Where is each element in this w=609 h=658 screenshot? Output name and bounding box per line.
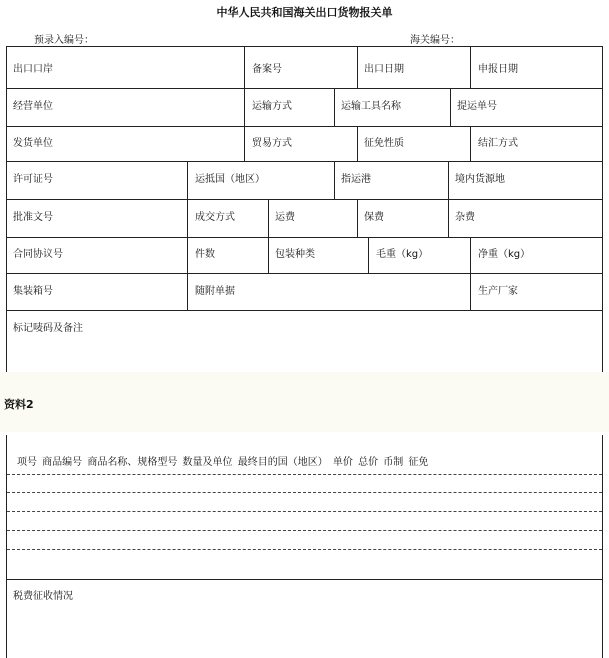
misc-fee-label: 杂费 <box>455 212 475 223</box>
tax-status-label: 税费征收情况 <box>13 591 73 602</box>
form-title: 中华人民共和国海关出口货物报关单 <box>216 6 393 19</box>
contract-number-label: 合同协议号 <box>13 249 63 260</box>
section-gap <box>0 372 609 432</box>
business-unit-label: 经营单位 <box>13 101 53 112</box>
item-row-divider <box>7 511 602 512</box>
marks-remarks-label: 标记唛码及备注 <box>13 323 83 334</box>
consignor-label: 发货单位 <box>13 138 53 149</box>
gross-weight-label: 毛重（kg） <box>376 249 429 260</box>
customs-number-label: 海关编号： <box>410 35 460 46</box>
destination-country-label: 运抵国（地区） <box>195 174 265 185</box>
insurance-label: 保费 <box>364 212 384 223</box>
export-date-label: 出口日期 <box>364 64 404 75</box>
record-number-label: 备案号 <box>252 64 282 75</box>
approval-number-label: 批准文号 <box>13 212 53 223</box>
declare-date-label: 申报日期 <box>478 64 518 75</box>
bill-number-label: 提运单号 <box>457 101 497 112</box>
vehicle-name-label: 运输工具名称 <box>341 101 401 112</box>
tax-nature-label: 征免性质 <box>364 138 404 149</box>
item-row-divider <box>7 530 602 531</box>
freight-label: 运费 <box>275 212 295 223</box>
transaction-mode-label: 成交方式 <box>195 212 235 223</box>
pieces-label: 件数 <box>195 249 215 260</box>
section-2-label: 资料2 <box>4 398 34 411</box>
license-number-label: 许可证号 <box>13 174 53 185</box>
attached-documents-label: 随附单据 <box>195 286 235 297</box>
container-number-label: 集装箱号 <box>13 286 53 297</box>
port-of-destination-label: 指运港 <box>341 174 371 185</box>
item-row-divider <box>7 492 602 493</box>
settlement-label: 结汇方式 <box>478 138 518 149</box>
export-port-label: 出口口岸 <box>13 64 53 75</box>
item-row-divider <box>7 549 602 550</box>
pre-entry-number-label: 预录入编号： <box>34 35 94 46</box>
source-place-label: 境内货源地 <box>455 174 505 185</box>
manufacturer-label: 生产厂家 <box>478 286 518 297</box>
net-weight-label: 净重（kg） <box>478 249 531 260</box>
declaration-form-section-1 <box>6 46 603 372</box>
item-row-divider <box>7 474 602 475</box>
trade-mode-label: 贸易方式 <box>252 138 292 149</box>
declaration-form-section-2 <box>6 435 603 658</box>
package-type-label: 包装种类 <box>275 249 315 260</box>
items-column-header: 项号 商品编号 商品名称、规格型号 数量及单位 最终目的国（地区） 单价 总价 币制 征免 <box>17 457 429 468</box>
transport-mode-label: 运输方式 <box>252 101 292 112</box>
